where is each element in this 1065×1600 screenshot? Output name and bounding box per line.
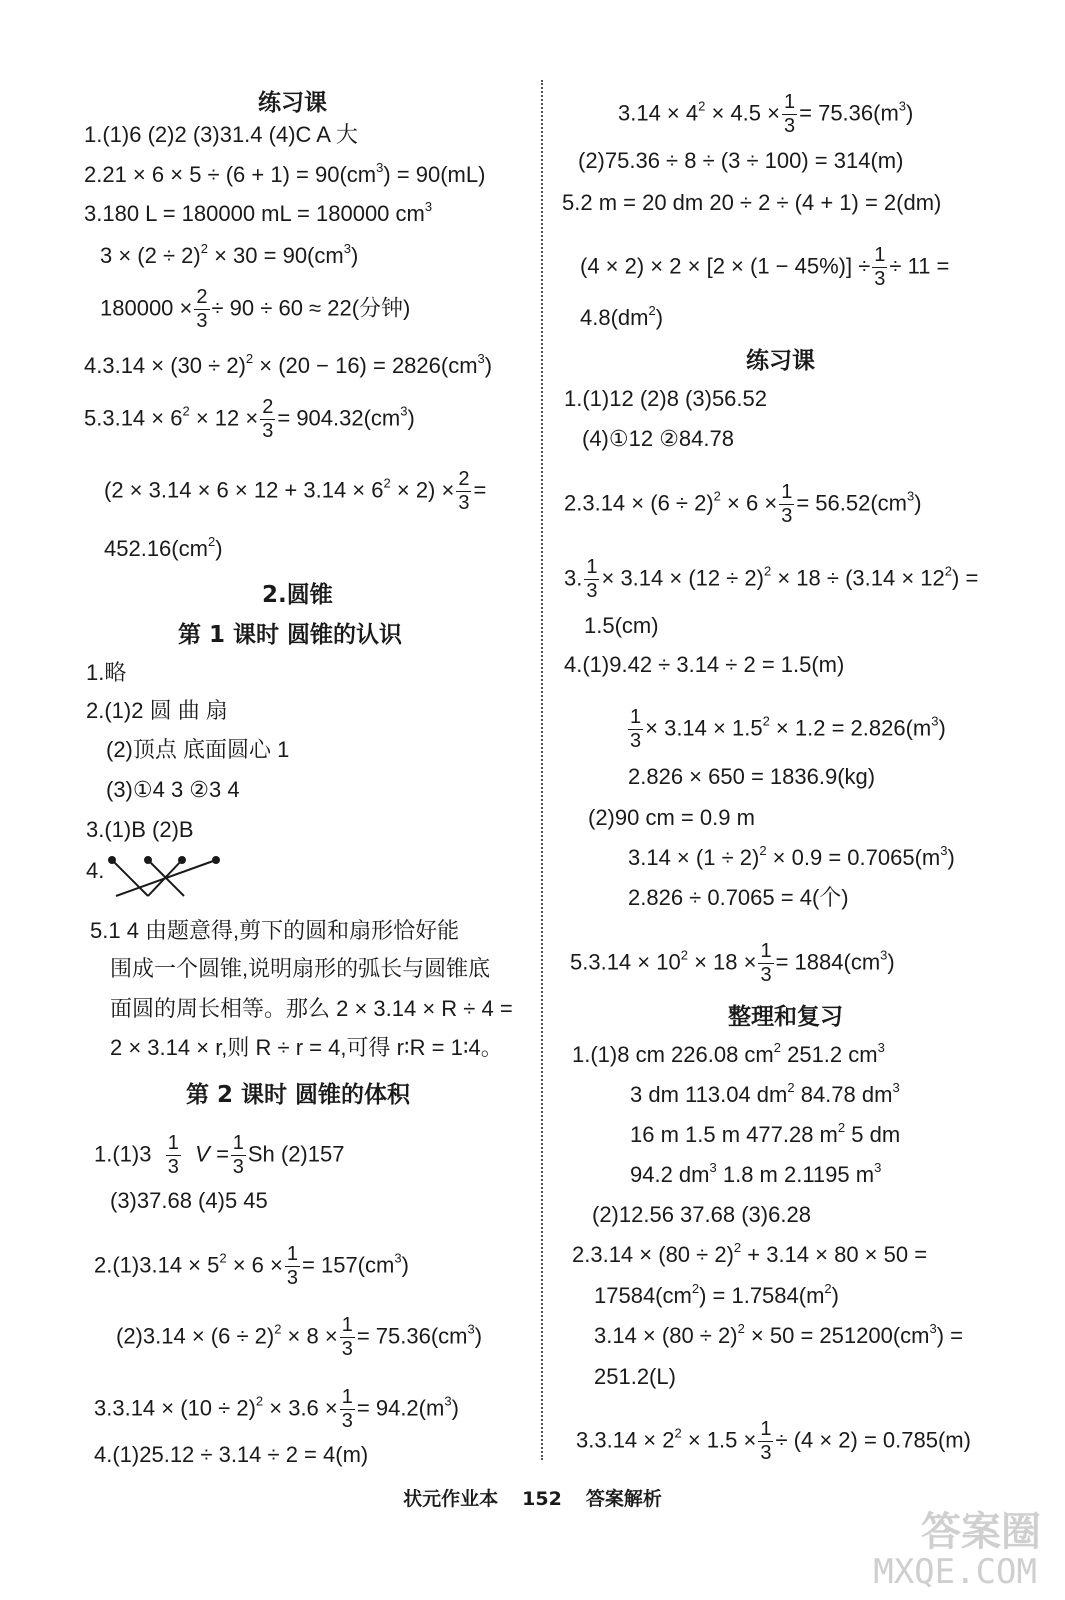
answer-line: 180000 × $\frac{2}{3}$ ÷ 90 ÷ 60 ≈ 22(分钟) bbox=[100, 286, 411, 332]
answer-line: 1.(1)3 $\frac{1}{3}$ V = $\frac{1}{3}$ Sh (2)157 bbox=[94, 1132, 345, 1178]
section-heading: 练习课 bbox=[746, 348, 815, 374]
answer-line: $3.14 \times (1 \div 2)^2 \times 0.9 = 0.7065(m^3)$ bbox=[628, 843, 955, 870]
watermark-url: MXQE.COM bbox=[873, 1552, 1037, 1592]
fraction: $\frac{1}{3}$ bbox=[760, 1418, 772, 1464]
answer-line: $(2)3.14 \times (6 \div 2)^2 \times 8$ × $\frac{1}{3}$ = $75.36(cm^3)$ bbox=[116, 1314, 483, 1360]
answer-line: $5.3.14 \times 6^2 \times 12$ × $\frac{2}{3}$ = $904.32(cm^3)$ bbox=[84, 396, 415, 442]
lesson-heading: 第 2 课时 圆锥的体积 bbox=[186, 1082, 411, 1108]
answer-line: 251.2(L) bbox=[594, 1364, 676, 1389]
answer-line: 3. $\frac{1}{3}$ × $3.14 \times (12 \div 2)^2 \times 18 \div (3.14 \times 12^2)$ = bbox=[564, 556, 979, 602]
fraction: $\frac{1}{3}$ bbox=[286, 1243, 299, 1289]
answer-line: $3 \times (2 \div 2)^2 \times 30 = 90(cm^3)$ bbox=[100, 241, 359, 268]
answer-line: 1.5(cm) bbox=[584, 613, 659, 638]
fraction: $\frac{1}{3}$ bbox=[341, 1386, 353, 1432]
answer-line: $17584(cm^2) = 1.7584(m^2)$ bbox=[594, 1281, 839, 1308]
matching-lines-diagram bbox=[104, 854, 224, 904]
answer-line: 4.(1)9.42 ÷ 3.14 ÷ 2 = 1.5(m) bbox=[564, 652, 845, 677]
section-heading: 整理和复习 bbox=[728, 1004, 843, 1030]
answer-line: 2.826 × 650 = 1836.9(kg) bbox=[628, 764, 876, 789]
answer-line: $2.3.14 \times (6 \div 2)^2 \times 6$ × $\frac{1}{3}$ = $56.52(cm^3)$ bbox=[564, 481, 922, 527]
fraction: $\frac{1}{3}$ bbox=[167, 1132, 179, 1178]
answer-line: $452.16(cm^2)$ bbox=[104, 534, 223, 561]
answer-line: 1.(1)8 cm 226.08 $cm^2$ 251.2 $cm^3$ bbox=[572, 1040, 885, 1067]
fraction: $\frac{1}{3}$ bbox=[586, 556, 598, 602]
book-title: 状元作业本 bbox=[403, 1488, 499, 1510]
column-divider bbox=[541, 80, 543, 1460]
answer-line: (4 × 2) × 2 × [2 × (1 − 45%)] ÷ $\frac{1}{3}$ ÷ 11 = bbox=[580, 244, 950, 290]
answer-line: 面圆的周长相等。那么 2 × 3.14 × R ÷ 4 = bbox=[110, 996, 513, 1021]
answer-line: 4. bbox=[86, 858, 105, 883]
page-footer bbox=[0, 1484, 1065, 1511]
answer-line: (2)75.36 ÷ 8 ÷ (3 ÷ 100) = 314(m) bbox=[578, 148, 904, 173]
answer-line: $5.3.14 \times 10^2 \times 18$ × $\frac{1}{3}$ = $1884(cm^3)$ bbox=[570, 940, 895, 986]
answer-line: $3.14 \times 4^2 \times 4.5$ × $\frac{1}{3}$ = $75.36(m^3)$ bbox=[618, 91, 914, 137]
answer-line: 5.2 m = 20 dm 20 ÷ 2 ÷ (4 + 1) = 2(dm) bbox=[562, 190, 942, 215]
answer-line: 3.180 L = 180000 mL = 180000 $cm^3$ bbox=[84, 199, 433, 226]
answer-line: 1.略 bbox=[86, 660, 127, 685]
answer-line: (2)顶点 底面圆心 1 bbox=[106, 737, 290, 762]
answer-line: (2)12.56 37.68 (3)6.28 bbox=[592, 1202, 811, 1227]
answer-line: (3)①4 3 ②3 4 bbox=[106, 777, 240, 802]
answer-line: $2.(1)3.14 \times 5^2 \times 6$ × $\frac{1}{3}$ = $157(cm^3)$ bbox=[94, 1243, 409, 1289]
fraction: $\frac{1}{3}$ bbox=[781, 481, 793, 527]
chapter-heading: 2.圆锥 bbox=[262, 582, 333, 608]
answer-line: 围成一个圆锥,说明扇形的弧长与圆锥底 bbox=[110, 956, 491, 981]
answer-line: 2 × 3.14 × r,则 R ÷ r = 4,可得 r∶R = 1∶4。 bbox=[110, 1035, 503, 1060]
fraction: $\frac{1}{3}$ bbox=[760, 940, 772, 986]
fraction: $\frac{2}{3}$ bbox=[262, 396, 274, 442]
fraction: $\frac{1}{3}$ bbox=[232, 1132, 244, 1178]
answer-line: $3.3.14 \times (10 \div 2)^2 \times 3.6$ × $\frac{1}{3}$ = $94.2(m^3)$ bbox=[94, 1386, 459, 1432]
answer-line: $3.3.14 \times 2^2 \times 1.5$ × $\frac{1}{3}$ ÷ (4 × 2) = 0.785(m) bbox=[576, 1418, 971, 1464]
answer-line: (3)37.68 (4)5 45 bbox=[110, 1188, 268, 1213]
fraction: $\frac{1}{3}$ bbox=[630, 706, 642, 752]
answer-line: (2)90 cm = 0.9 m bbox=[588, 805, 755, 830]
page-number: 152 bbox=[522, 1488, 562, 1510]
answer-line: 16 m 1.5 m 477.28 $m^2$ 5 dm bbox=[630, 1120, 901, 1147]
section-heading: 练习课 bbox=[258, 90, 327, 116]
watermark-logo: 答案圈 bbox=[921, 1509, 1041, 1555]
answer-line: $2.21 \times 6 \times 5 \div (6 + 1) = 90(cm^3) = 90(mL)$ bbox=[84, 160, 486, 187]
fraction: $\frac{1}{3}$ bbox=[341, 1314, 353, 1360]
answer-line: 3 dm 113.04 $dm^2$ 84.78 $dm^3$ bbox=[630, 1080, 900, 1107]
answer-line: $\frac{1}{3}$ × $3.14 \times 1.5^2 \times 1.2 = 2.826(m^3)$ bbox=[630, 706, 946, 752]
answer-line: $4.3.14 \times (30 \div 2)^2 \times (20 - 16) = 2826(cm^3)$ bbox=[84, 351, 493, 378]
answer-line: $(2 \times 3.14 \times 6 \times 12 + 3.14 \times 6^2 \times 2)$ × $\frac{2}{3}$ = bbox=[104, 468, 487, 514]
fraction: $\frac{1}{3}$ bbox=[784, 91, 796, 137]
answer-line: 3.(1)B (2)B bbox=[86, 817, 194, 842]
lesson-heading: 第 1 课时 圆锥的认识 bbox=[178, 622, 403, 648]
answer-line: 2.826 ÷ 0.7065 = 4(个) bbox=[628, 885, 849, 910]
fraction: $\frac{2}{3}$ bbox=[196, 286, 208, 332]
answer-line: 1.(1)12 (2)8 (3)56.52 bbox=[564, 386, 767, 411]
answer-line: $4.8(dm^2)$ bbox=[580, 303, 664, 330]
answer-line: 94.2 $dm^3$ 1.8 m 2.1195 $m^3$ bbox=[630, 1160, 882, 1187]
fraction: $\frac{2}{3}$ bbox=[458, 468, 470, 514]
answer-line: 2.(1)2 圆 曲 扇 bbox=[86, 698, 228, 723]
answer-line: 4.(1)25.12 ÷ 3.14 ÷ 2 = 4(m) bbox=[94, 1442, 369, 1467]
answer-line: 5.1 4 由题意得,剪下的圆和扇形恰好能 bbox=[90, 918, 460, 943]
answer-line: $3.14 \times (80 \div 2)^2 \times 50 = 251200(cm^3)$ = bbox=[594, 1321, 964, 1348]
answer-line: (4)①12 ②84.78 bbox=[582, 426, 734, 451]
section-label: 答案解析 bbox=[585, 1488, 662, 1510]
answer-line: $2.3.14 \times (80 \div 2)^2 + 3.14 \times 80 \times 50$ = bbox=[572, 1240, 928, 1267]
answer-line: 1.(1)6 (2)2 (3)31.4 (4)C A 大 bbox=[84, 122, 358, 147]
fraction: $\frac{1}{3}$ bbox=[874, 244, 886, 290]
